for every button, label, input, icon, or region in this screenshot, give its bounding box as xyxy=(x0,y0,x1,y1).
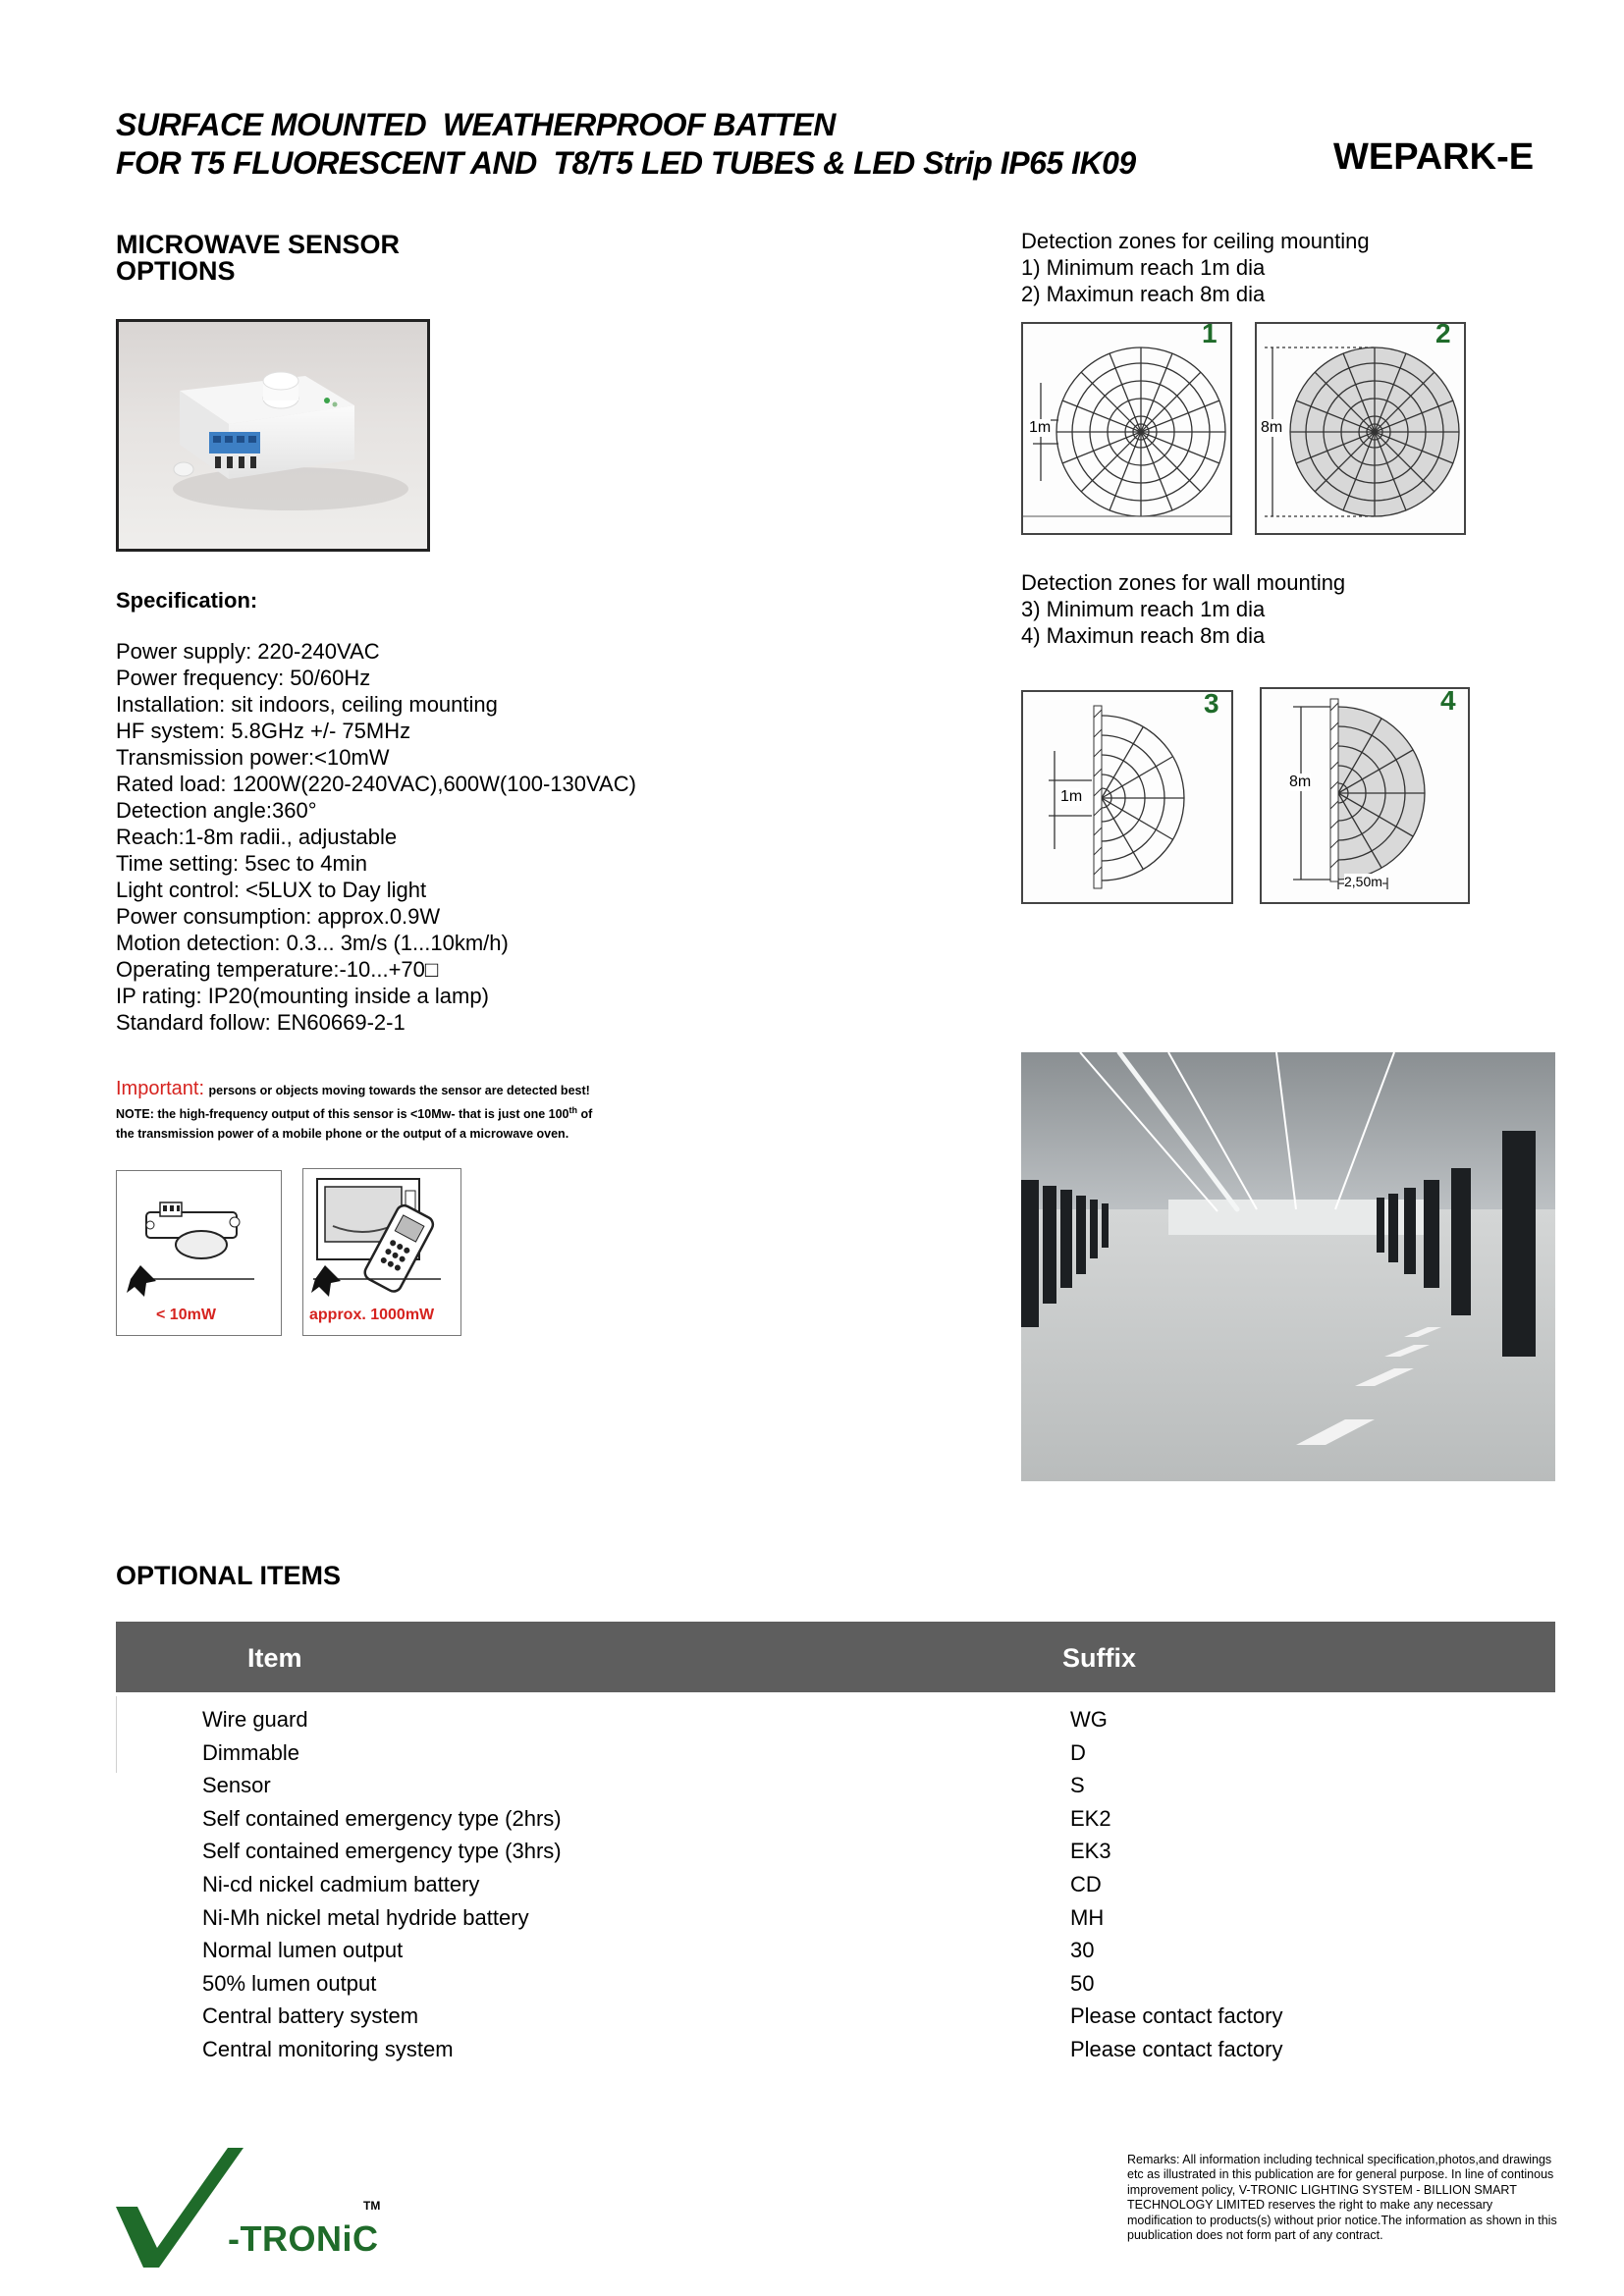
table-row xyxy=(116,2033,1555,2066)
remarks: Remarks: All information including technical specification,photos,and drawings etc as illustrated in this publication are for general purpose. In line of continous improvement policy, V-TRONIC LIGHTING SYSTEM - BILLION SMART TECHNOLOGY LIMITED reserves the right to make any necessary modification to products(s) without prior notice.The information as shown in this puublication does not form part of any contract. xyxy=(1127,2153,1557,2243)
wall-max: 4) Maximun reach 8m dia xyxy=(1021,623,1266,648)
important-line-2-sup: th xyxy=(568,1105,578,1115)
item-cell: Self contained emergency type (3hrs) xyxy=(202,1839,562,1864)
suffix-cell: Please contact factory xyxy=(1070,2036,1283,2061)
ceiling-max: 2) Maximun reach 8m dia xyxy=(1021,282,1266,306)
wall-detection-text xyxy=(1021,569,1345,649)
table-row xyxy=(116,1868,1555,1901)
zone-1-label: 1m xyxy=(1029,419,1052,436)
wall-max-diagram xyxy=(1260,687,1470,904)
phone-power-box xyxy=(302,1168,461,1336)
item-cell: Normal lumen output xyxy=(202,1938,404,1963)
sensor-power-box xyxy=(116,1170,282,1336)
table-row xyxy=(116,1769,1555,1802)
sensor-device-illustration xyxy=(119,322,427,549)
important-line-1: persons or objects moving towards the sensor are detected best! xyxy=(208,1084,590,1097)
sensor-photo xyxy=(116,319,430,552)
spec-item: Detection angle:360° xyxy=(116,798,317,823)
spec-item: HF system: 5.8GHz +/- 75MHz xyxy=(116,719,411,743)
wall-max-zone-graphic xyxy=(1262,689,1468,902)
ceiling-max-zone-graphic xyxy=(1257,324,1464,533)
microwave-phone-icon xyxy=(303,1169,460,1307)
spec-item: Motion detection: 0.3... 3m/s (1...10km/h) xyxy=(116,931,509,955)
spec-item: Power consumption: approx.0.9W xyxy=(116,904,441,929)
optional-table-body xyxy=(116,1703,1555,2066)
table-row xyxy=(116,1736,1555,1770)
ceiling-min-diagram xyxy=(1021,318,1232,535)
title-line-2: FOR T5 FLUORESCENT AND T8/T5 LED TUBES & LED Strip IP65 IK09 xyxy=(116,145,1136,181)
title-line-1: SURFACE MOUNTED WEATHERPROOF BATTEN xyxy=(116,107,836,142)
item-cell: Central battery system xyxy=(202,2003,419,2029)
column-suffix: Suffix xyxy=(1062,1643,1137,1673)
suffix-cell: Please contact factory xyxy=(1070,2003,1283,2029)
spec-item: Rated load: 1200W(220-240VAC),600W(100-130VAC) xyxy=(116,772,636,796)
zone-4-label: 8m xyxy=(1289,774,1312,790)
spec-item: Light control: <5LUX to Day light xyxy=(116,878,427,902)
spec-item: Power frequency: 50/60Hz xyxy=(116,666,371,690)
suffix-cell: EK2 xyxy=(1070,1805,1111,1831)
sensor-heading xyxy=(116,232,400,285)
wall-min-diagram xyxy=(1021,690,1233,904)
sensor-heading-line-1: MICROWAVE SENSOR xyxy=(116,230,401,259)
spec-item: Transmission power:<10mW xyxy=(116,745,390,770)
table-row xyxy=(116,1703,1555,1736)
brand-name: -TRONiC xyxy=(228,2218,379,2259)
ceiling-detection-text xyxy=(1021,228,1370,307)
suffix-cell: 50 xyxy=(1070,1970,1095,1996)
important-note xyxy=(116,1078,666,1144)
wall-title: Detection zones for wall mounting xyxy=(1021,570,1346,595)
suffix-cell: MH xyxy=(1070,1904,1105,1930)
item-cell: Ni-Mh nickel metal hydride battery xyxy=(202,1904,529,1930)
suffix-cell: 30 xyxy=(1070,1938,1095,1963)
suffix-cell: S xyxy=(1070,1773,1085,1798)
item-cell: Self contained emergency type (2hrs) xyxy=(202,1805,562,1831)
suffix-cell: D xyxy=(1070,1739,1086,1765)
sensor-heading-line-2: OPTIONS xyxy=(116,256,236,286)
spec-item: Time setting: 5sec to 4min xyxy=(116,851,367,876)
zone-4-width-label: 2,50m xyxy=(1344,874,1382,889)
table-row xyxy=(116,2000,1555,2033)
item-cell: Wire guard xyxy=(202,1707,308,1732)
item-cell: 50% lumen output xyxy=(202,1970,377,1996)
important-line-2: NOTE: the high-frequency output of this sensor is <10Mw- that is just one 100 xyxy=(116,1107,569,1122)
item-cell: Ni-cd nickel cadmium battery xyxy=(202,1871,480,1896)
spec-item: Standard follow: EN60669-2-1 xyxy=(116,1010,406,1035)
wall-min-zone-graphic xyxy=(1023,692,1231,902)
ceiling-title: Detection zones for ceiling mounting xyxy=(1021,229,1370,253)
optional-table-header xyxy=(116,1622,1555,1692)
table-row xyxy=(116,1835,1555,1868)
trademark: TM xyxy=(363,2199,381,2213)
suffix-cell: WG xyxy=(1070,1707,1108,1732)
item-cell: Central monitoring system xyxy=(202,2036,454,2061)
item-cell: Sensor xyxy=(202,1773,271,1798)
zone-2-label: 8m xyxy=(1261,419,1283,436)
zone-number-2: 2 xyxy=(1435,318,1451,348)
wall-min: 3) Minimum reach 1m dia xyxy=(1021,597,1266,621)
item-cell: Dimmable xyxy=(202,1739,300,1765)
sensor-power-label: < 10mW xyxy=(156,1307,216,1323)
spec-item: Reach:1-8m radii., adjustable xyxy=(116,825,398,849)
suffix-cell: EK3 xyxy=(1070,1839,1111,1864)
suffix-cell: CD xyxy=(1070,1871,1102,1896)
phone-power-label: approx. 1000mW xyxy=(309,1307,435,1323)
document-title xyxy=(116,106,1136,183)
table-row xyxy=(116,1934,1555,1967)
sensor-icon xyxy=(117,1171,281,1308)
zone-number-4: 4 xyxy=(1440,685,1456,716)
spec-title: Specification: xyxy=(116,588,258,613)
parking-garage-illustration xyxy=(1021,1052,1555,1481)
model-code: WEPARK-E xyxy=(1333,136,1535,178)
spec-item: IP rating: IP20(mounting inside a lamp) xyxy=(116,984,489,1008)
important-line-2-wrap xyxy=(116,1100,666,1124)
ceiling-min: 1) Minimum reach 1m dia xyxy=(1021,255,1266,280)
spec-item: Installation: sit indoors, ceiling mounting xyxy=(116,692,498,717)
important-label: Important: xyxy=(116,1078,205,1099)
optional-heading: OPTIONAL ITEMS xyxy=(116,1561,342,1590)
zone-3-label: 1m xyxy=(1060,788,1083,805)
zone-number-3: 3 xyxy=(1204,688,1219,719)
important-line-2-end: of xyxy=(577,1107,593,1122)
spec-item: Power supply: 220-240VAC xyxy=(116,639,380,664)
ceiling-min-zone-graphic xyxy=(1023,324,1230,533)
table-row xyxy=(116,1901,1555,1935)
spec-item: Operating temperature:-10...+70□ xyxy=(116,957,439,982)
zone-number-1: 1 xyxy=(1202,318,1218,348)
important-line-3: the transmission power of a mobile phone or the output of a microwave oven. xyxy=(116,1127,569,1142)
parking-garage-photo xyxy=(1021,1052,1555,1481)
table-row xyxy=(116,1802,1555,1836)
table-row xyxy=(116,1967,1555,2001)
ceiling-max-diagram xyxy=(1255,318,1466,535)
spec-list xyxy=(116,638,636,1036)
column-item: Item xyxy=(247,1643,302,1673)
